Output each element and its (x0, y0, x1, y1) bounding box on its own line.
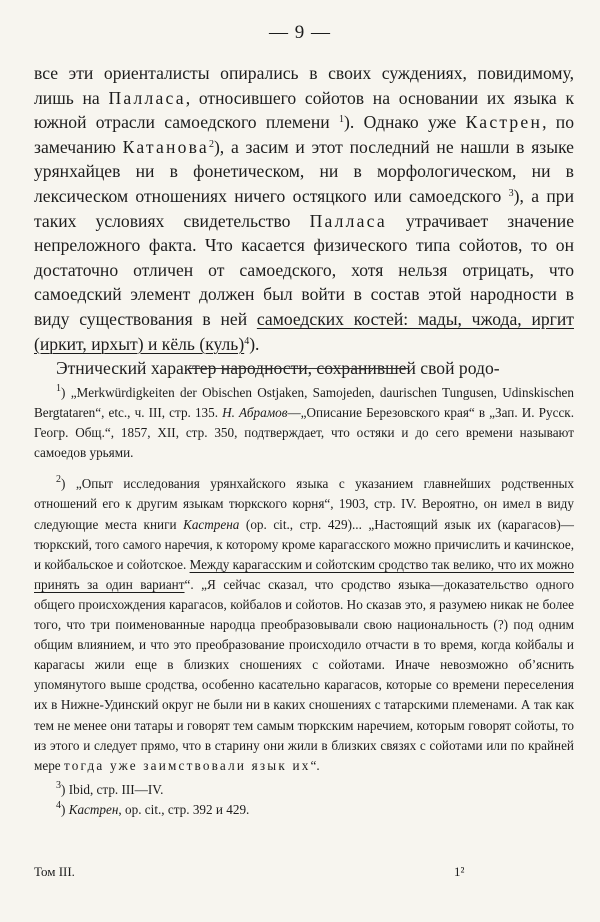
footnote-mark: 2 (56, 474, 61, 486)
main-text (34, 61, 574, 381)
footnote-mark: 3 (56, 779, 61, 791)
footnote-mark: 4 (56, 799, 61, 811)
paragraph-1: все эти ориенталисты опирались в своих суждениях, повидимому, лишь на Палласа, относившего сойотов на основании их языка к южной отрасли самоедского племени $^1$). Однако уже Кастрен, по замечанию Катанова$^2$), а засим и этот последний не нашли в языке урянхайцев ни в фонетическом, ни в морфологическом, ни в лексическом отношениях ничего остяцкого или самоедского $^3$), а при таких условиях свидетельство Палласа утрачивает значение непреложного факта. Что касается физического типа сойотов, то он достаточно отличен от самоедского, хотя нельзя отрицать, что самоедский элемент должен был войти в состав этой народности в виду существования в ней самоедских костей: мады, чжода, иргит (иркит, ирхыт) и кёль (куль)$^4$). (34, 63, 574, 354)
signature-mark: 1² (454, 864, 465, 879)
underlined-phrase: самоедских костей: мады, чжода, иргит (иркит, ирхыт) и кёль (куль) (34, 308, 574, 354)
underlined-phrase: Между карагасским и сойотским сродство так велико, что их можно принять за один вариант (34, 556, 574, 592)
paragraph-2: Этнический характер народности, сохранившей свой родо- (56, 358, 500, 379)
volume-label: Том III. (34, 864, 75, 879)
spaced-phrase: тогда уже заимствовали язык их (63, 757, 311, 773)
author-name: Кастрена (183, 516, 240, 532)
spaced-name: Палласа (309, 210, 387, 231)
footnote-mark: 1 (56, 383, 61, 394)
footnote-4: $^4$) Кастрен, op. cit., стр. 392 и 429. (56, 799, 250, 817)
spaced-name: Катанова (122, 136, 209, 157)
footnotes (34, 383, 574, 820)
spaced-name: Палласа (108, 87, 186, 108)
footnote-ref-3: 3 (508, 187, 514, 199)
footnote-2: $^2$) „Опыт исследования урянхайского языка с указанием главнейших родственных отношений его к другим языкам тюркского корня“, 1903, стр. IV. Вероятно, он имел в виду следующие места книги Кастрена (op. cit., стр. 429)... „Настоящий язык их (карагасов)—тюркский, того самого наречия, к которому кроме карагасского можно причислить и качинское, и койбальское и сойотское. Между карагасским и сойотским сродство так велико, что их можно принять за один вариант“. „Я сейчас сказал, что сродство языка—доказательство одного общего происхождения карагасов, койбалов и сойотов. Но сказав это, я разумею никак не более того, что три поименованные народца преобразовывали свою национальность (?) под одним общим влиянием, и что это преобразование происходило отчасти в то время, когда койбалы и карагасы жили еще в близких сношениях с сойотами. Иначе невозможно об’яснить упомянутого выше сродства, особенно касательно карагасов, которые со времени переселения их в Нижне-Удинский округ не были ни в каких сношениях с татарскими племенами. А так как тем не менее они татары и говорят тем самым тюркским наречием, которым говорят сойоты, то из этого и следует прямо, что в старину они жили в близких связях с сойотами или по крайней мере тогда уже заимствовали язык их“. (34, 474, 574, 773)
footnote-ref-1: 1 (338, 114, 344, 126)
footnote-ref-2: 2 (208, 138, 214, 150)
footnote-3: $^3$) Ibid, стр. III—IV. (56, 779, 164, 797)
page-number: — 9 — (269, 22, 331, 43)
footnote-1: $^1$) „Merkwürdigkeiten der Obischen Ostjaken, Samojeden, daurischen Tungusen, Udinskischen Bergtataren“, etc., ч. III, стр. 135. Н. Абрамов—„Описание Березовского края“ в „Зап. И. Русск. Геогр. Общ.“, 1857, XII, стр. 350, подтверждает, что остяки и до сего времени называют самоедов урьями. (34, 383, 575, 461)
spaced-name: Кастрен (465, 112, 543, 133)
author-name: Н. Абрамов (222, 405, 288, 421)
author-name: Кастрен (68, 801, 119, 817)
footnote-divider (188, 368, 408, 369)
footnote-ref-4: 4 (244, 335, 250, 347)
